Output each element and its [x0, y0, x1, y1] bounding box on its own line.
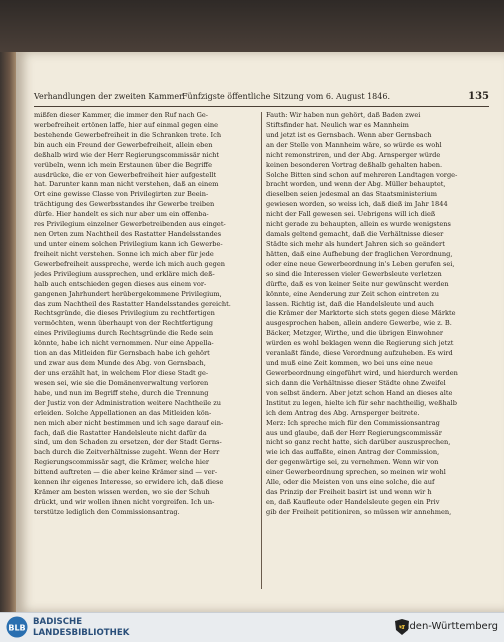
text-line: Regierungscommissär sagt, die Krämer, welche hier [34, 458, 210, 467]
text-line: lassen. Richtig ist, daß die Handelsleute und auch [266, 299, 434, 308]
text-line: die Krämer der Marktorte sich stets gegen diese Märkte [266, 309, 456, 318]
text-line: dieselben seien jedesmal an das Staatsministerium [266, 190, 437, 199]
text-line: ausgesprochen haben, allein andere Gewerbe, wie z. B. [266, 319, 452, 328]
text-line: nicht der Fall gewesen sei. Uebrigens will ich dieß [266, 210, 436, 219]
text-line: Institut zu legen, hielte ich für sehr nachtheilig, weßhalb [266, 398, 458, 407]
text-line: damals geltend gemacht, daß die Verhältnisse dieser [266, 230, 444, 239]
page-number: 135 [468, 91, 489, 102]
text-line: und jetzt ist es Gernsbach. Wenn aber Gernsbach [266, 130, 432, 139]
text-line: verübeln, wenn ich mein Erstaunen über die Begriffe [34, 160, 213, 169]
text-line: fach, daß die Rastatter Handelsleute nicht dafür da [34, 428, 207, 437]
text-line: Stiftsfinder hat. Neulich war es Mannheim [266, 120, 409, 129]
text-line: dürfe. Hier handelt es sich nur aber um ein offenba- [34, 210, 209, 219]
text-line: der gegenwärtige sei, zu vernehmen. Wenn wir von [266, 458, 439, 467]
text-line: mißfen dieser Kammer, die immer den Ruf nach Ge- [34, 111, 209, 119]
text-line: Alle, oder die Meisten von uns eine solche, die auf [266, 478, 435, 487]
text-line: werbefreiheit ertönen laffe, hier auf einmal gegen eine [34, 120, 219, 129]
library-name [33, 617, 129, 639]
text-line: das zum Nachtheil des Rastatter Handelsstandes gereicht. [34, 299, 231, 308]
text-line: sich dann die Verhältnisse dieser Städte ohne Zweifel [266, 378, 446, 387]
text-line: gangenen Jahrhundert herübergekommene Privilegium, [34, 289, 222, 298]
text-line: dürfte, daß es von keiner Seite nur gewünscht werden [266, 279, 449, 288]
text-line: terstütze lediglich den Commissionsantrag. [34, 507, 180, 516]
text-line: bracht worden, und wenn der Abg. Müller behauptet, [266, 180, 446, 189]
text-line: tion an das Mitleiden für Gernsbach habe ich gehört [34, 349, 210, 358]
text-line: Merz: Ich spreche mich für den Commissionsantrag [266, 418, 440, 427]
scan-background-top [0, 0, 504, 52]
text-line: würden es wohl beklagen wenn die Regierung sich jetzt [266, 339, 454, 348]
text-line: halb auch entschieden gegen dieses aus einem vor- [34, 279, 207, 288]
text-line: Gewerbeordnung eingeführt wird, und hierdurch werden [266, 368, 458, 377]
right-column [266, 111, 489, 518]
text-line: nen mich aber nicht bestimmen und ich sage darauf ein- [34, 418, 224, 427]
text-line: Solche Bitten sind schon auf mehreren Landtagen vorge- [266, 170, 458, 179]
text-line: und muß eine Zeit kommen, wo bei uns eine neue [266, 359, 433, 368]
text-line: jedes Privilegium aussprechen, und erkläre mich deß- [34, 269, 215, 278]
text-line: kennen ihr eigenes Interesse, so erwidere ich, daß diese [34, 478, 224, 487]
text-line: gib der Freiheit petitioniren, so müssen wir annehmen, [266, 507, 452, 516]
text-line: Krämer am besten wissen werden, wo sie der Schuh [34, 488, 210, 497]
text-line: an der Stelle von Mannheim wäre, so würde es wohl [266, 140, 442, 149]
text-line: von selbst ändern. Aber jetzt schon Hand an dieses alte [266, 388, 453, 397]
text-line: trächtigung des Gewerbsstandes ihr Gewerbe treiben [34, 200, 215, 209]
column-divider [261, 112, 262, 589]
text-line: ausdrücke, die er von Gewerbefreiheit hier aufgestellt [34, 170, 217, 179]
text-line: und unter einem solchen Privilegium kann ich Gewerbe- [34, 239, 223, 248]
text-line: Fauth: Wir haben nun gehört, daß Baden zwei [266, 111, 421, 119]
text-line: en, daß Kaufleute oder Handelsleute gegen ein Priv [266, 497, 440, 506]
partner-name: Baden-Württemberg [396, 621, 498, 632]
left-column [34, 111, 258, 518]
text-line: Ort eine gewisse Classe von Privilegirten zur Beein- [34, 190, 209, 199]
text-line: bin auch ein Freund der Gewerbefreiheit, allein eben [34, 140, 213, 149]
text-line: bestehende Gewerbefreiheit in die Schranken trete. Ich [34, 130, 222, 139]
text-line: Städte sich mehr als hundert Jahren sich so geändert [266, 239, 445, 248]
header-rule [34, 106, 489, 107]
text-line: Bäcker, Metzger, Wirthe, und die übrigen Einwohner [266, 329, 444, 338]
text-line: Rechtsgründe, die dieses Privilegium zu rechtfertigen [34, 309, 215, 318]
text-line: ich dem Antrag des Abg. Arnsperger beitrete. [266, 408, 420, 417]
text-line: nicht so ganz recht hatte, sich darüber auszusprechen, [266, 438, 451, 447]
text-line: so sind die Interessen vieler Gewerbsleute verletzen [266, 269, 442, 278]
header-center: Fünfzigste öffentliche Sitzung vom 6. August 1846. [182, 92, 390, 101]
text-line: nicht gerade zu behaupten, allein es wurde wenigstens [266, 220, 451, 229]
text-line: oder eine neue Gewerbeordnung in's Leben gerufen sei, [266, 259, 455, 268]
text-line: wesen sei, wie sie die Domänenverwaltung verloren [34, 378, 209, 387]
text-line: keinen besonderen Vortrag deßhalb gehalten haben. [266, 160, 443, 169]
svg-text:BLB: BLB [8, 623, 26, 633]
text-line: wie ich das auffaßte, einen Antrag der Commission, [266, 448, 440, 457]
text-line: freiheit nicht verstehen. Sonne ich mich aber für jede [34, 249, 214, 258]
header-left: Verhandlungen der zweiten Kammer. [34, 92, 185, 101]
text-line: res Privilegium einzelner Gewerbetreibenden aus einget- [34, 220, 226, 229]
text-line: gewiesen worden, so weiss ich, daß dieß im Jahr 1844 [266, 200, 448, 209]
text-line: eines Privilegiums durch Rechtsgründe die Rede sein [34, 329, 214, 338]
text-line: Gewerbefreiheit ausspreche, werde ich mich auch gegen [34, 259, 226, 268]
text-line: deßhalb wird wie der Herr Regierungscommissär nicht [34, 150, 220, 159]
text-line: hat. Darunter kann man nicht verstehen, daß an einem [34, 180, 219, 189]
text-line: habe, und nun im Begriff stehe, durch die Trennung [34, 388, 209, 397]
text-line: der uns erzählt hat, in welchem Flor diese Stadt ge- [34, 368, 209, 377]
text-line: vermöchten, wenn überhaupt von der Rechtfertigung [34, 319, 214, 328]
running-header [34, 92, 489, 106]
text-line: aus und glaube, daß der Herr Regierungscommissär [266, 428, 442, 437]
text-line: veranlaßt fände, diese Verordnung aufzuheben. Es wird [266, 349, 453, 358]
text-line: könnte, eine Aenderung zur Zeit schon eintreten zu [266, 289, 439, 298]
text-line: einer Gewerbeordnung sprechen, so meinen wir wohl [266, 468, 446, 477]
text-line: drückt, und wir wollen ihnen nicht vorgreifen. Ich un- [34, 497, 215, 506]
text-line: hätten, daß eine Aufhebung der fraglichen Verordnung, [266, 249, 453, 258]
text-line: erleiden. Solche Appellationen an das Mitleiden kön- [34, 408, 212, 417]
text-line: nen Orten zum Nachtheil des Rastatter Handelsstandes [34, 230, 222, 239]
text-line: bittend auftreten — die aber keine Krämer sind — ver- [34, 468, 218, 477]
footer-bar [0, 612, 504, 642]
text-line: könnte, habe ich nicht vernommen. Nur eine Appella- [34, 339, 214, 348]
book-binding-edge [0, 52, 16, 612]
text-line: der Justiz von der Administration weitere Nachtheile zu [34, 398, 222, 407]
text-line: das Prinzip der Freiheit basirt ist und wenn wir h [266, 488, 432, 497]
blb-logo-icon [6, 616, 28, 638]
text-line: und zwar aus dem Munde des Abg. von Gernsbach, [34, 359, 206, 368]
library-line2: LANDESBIBLIOTHEK [33, 628, 130, 638]
text-line: sind, um den Schaden zu ersetzen, der der Stadt Gerns- [34, 438, 222, 447]
text-line: bach durch die Zeitverhältnisse zugeht. Wenn der Herr [34, 448, 220, 457]
library-line1: BADISCHE [33, 617, 83, 627]
text-line: nicht remonstriren, und der Abg. Arnsperger würde [266, 150, 441, 159]
